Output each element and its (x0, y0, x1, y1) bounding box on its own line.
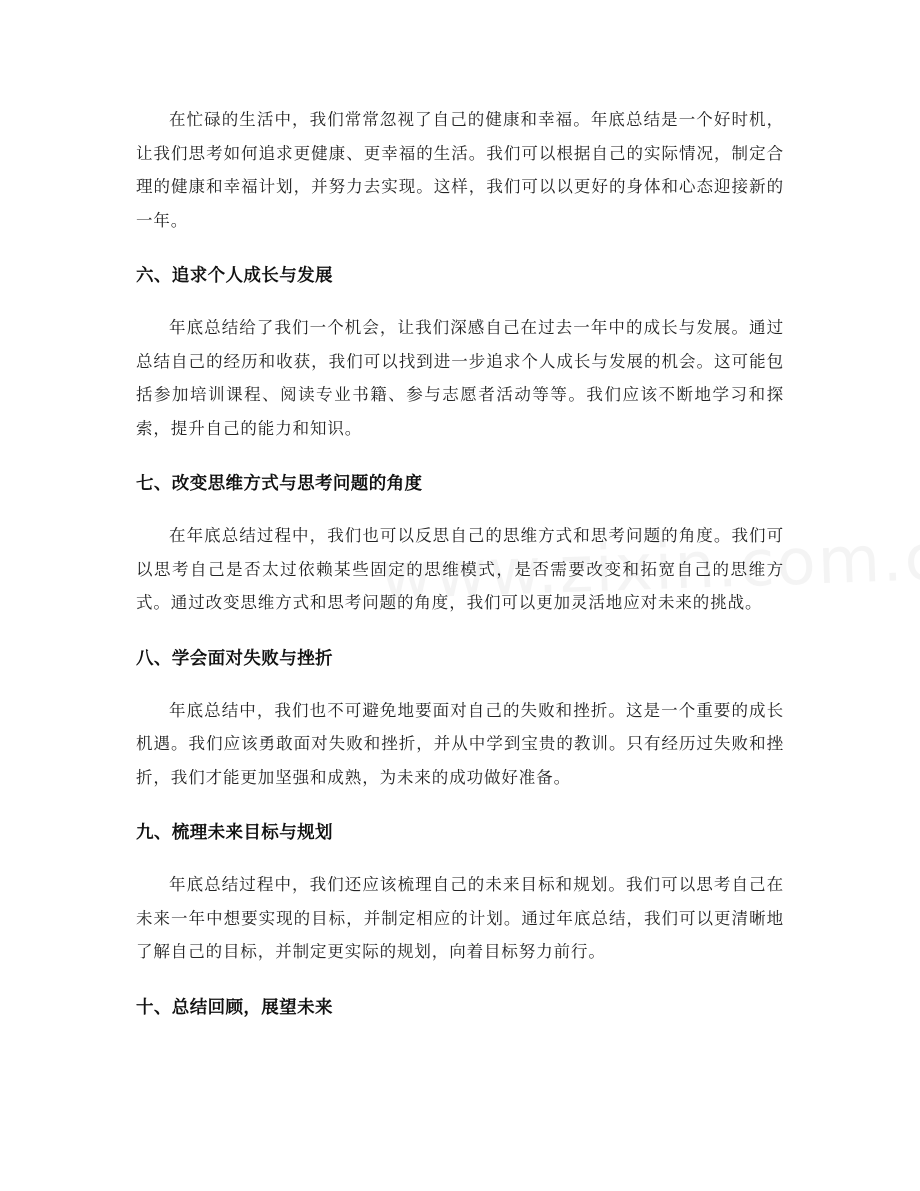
heading-section-10: 十、总结回顾，展望未来 (136, 997, 333, 1018)
paragraph-health: 在忙碌的生活中，我们常常忽视了自己的健康和幸福。年底总结是一个好时机，让我们思考如何追求更健康、更幸福的生活。我们可以根据自己的实际情况，制定合理的健康和幸福计划，并努力去实现。这样，我们可以以更好的身体和心态迎接新的一年。 (136, 110, 784, 230)
heading-section-6: 六、追求个人成长与发展 (136, 266, 333, 286)
document-body (136, 103, 784, 1021)
paragraph-section-7: 在年底总结过程中，我们也可以反思自己的思维方式和思考问题的角度。我们可以思考自己是否太过依赖某些固定的思维模式，是否需要改变和拓宽自己的思维方式。通过改变思维方式和思考问题的角度，我们可以更加灵活地应对未来的挑战。 (136, 526, 784, 612)
heading-section-9: 九、梳理未来目标与规划 (136, 823, 333, 843)
heading-section-8: 八、学会面对失败与挫折 (136, 648, 333, 669)
paragraph-section-9: 年底总结过程中，我们还应该梳理自己的未来目标和规划。我们可以思考自己在未来一年中想要实现的目标，并制定相应的计划。通过年底总结，我们可以更清晰地了解自己的目标，并制定更实际的规划，向着目标努力前行。 (136, 875, 784, 961)
paragraph-section-6: 年底总结给了我们一个机会，让我们深感自己在过去一年中的成长与发展。通过总结自己的经历和收获，我们可以找到进一步追求个人成长与发展的机会。这可能包括参加培训课程、阅读专业书籍、参与志愿者活动等等。我们应该不断地学习和探索，提升自己的能力和知识。 (136, 318, 784, 438)
paragraph-section-8: 年底总结中，我们也不可避免地要面对自己的失败和挫折。这是一个重要的成长机遇。我们应该勇敢面对失败和挫折，并从中学到宝贵的教训。只有经历过失败和挫折，我们才能更加坚强和成熟，为未来的成功做好准备。 (136, 700, 784, 787)
heading-section-7: 七、改变思维方式与思考问题的角度 (136, 474, 423, 494)
